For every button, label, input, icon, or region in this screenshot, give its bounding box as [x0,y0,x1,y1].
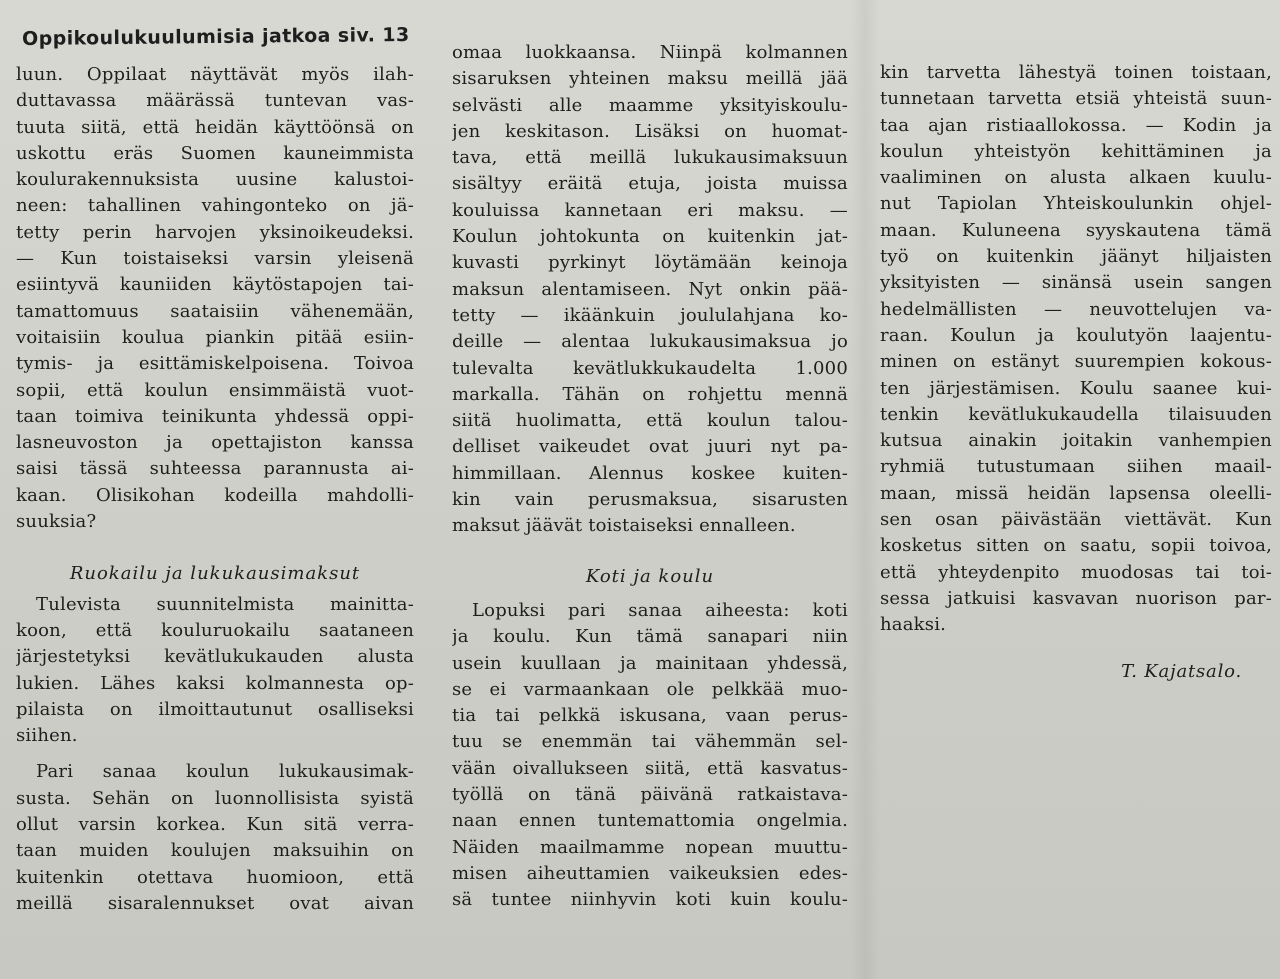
text-line: taan muiden koulujen maksuihin on [16,840,414,862]
text-line: deille — alentaa lukukausimaksua jo [452,331,848,353]
text-line: duttavassa määrässä tuntevan vas- [16,90,414,112]
text-line: susta. Sehän on luonnollisista syistä [16,787,414,809]
author-signature: T. Kajatsalo. [1121,660,1242,682]
text-line: kin tarvetta lähestyä toinen toistaan, [880,62,1272,83]
text-line: markalla. Tähän on rohjettu mennä [452,383,848,405]
text-line: selvästi alle maamme yksityiskoulu- [452,94,848,116]
text-line: tuuta siitä, että heidän käyttöönsä on [16,116,414,138]
column-3 [880,60,1272,685]
text-line: esiintyvä kauniiden käytöstapojen tai- [16,274,414,296]
text-line: koulurakennuksista uusine kalustoi- [16,169,414,191]
text-line: ollut varsin korkea. Kun sitä verra- [16,814,414,836]
text-line: sen osan päivästään viettävät. Kun [880,509,1272,531]
text-line: sessa jatkuisi kasvavan nuorison par- [880,587,1272,609]
text-line: neen: tahallinen vahingonteko on jä- [16,195,414,217]
text-line: pilaista on ilmoittautunut osalliseksi [16,698,414,720]
column-1-para-2 [16,759,414,917]
text-line: jen keskitason. Lisäksi on huomat- [452,120,848,142]
text-line: naan ennen tuntemattomia ongelmia. [452,810,848,832]
text-line: tetty perin harvojen yksinoikeudeksi. [16,221,414,243]
text-line: tia tai pelkkä iskusana, vaan perus- [452,705,848,727]
text-line: haaksi. [880,614,947,636]
column-2-para [452,598,848,914]
text-line: työ on kuitenkin jäänyt hiljaisten [880,246,1272,268]
column-3-text [880,60,1272,639]
text-line: Pari sanaa koulun lukukausimak- [36,761,414,783]
text-line: kaan. Olisikohan kodeilla mahdolli- [16,484,414,506]
text-line: koulun yhteistyön kehittäminen ja [880,140,1272,162]
text-line: tunnetaan tarvetta etsiä yhteistä suun- [880,88,1272,110]
heading-koti-ja-koulu: Koti ja koulu [585,565,715,587]
page-fold-shadow [850,0,880,979]
text-line: ryhmiä tutustumaan siihen maail- [880,456,1272,478]
text-line: delliset vaikeudet ovat juuri nyt pa- [452,436,848,458]
text-line: kuvasti pyrkinyt löytämään keinoja [452,252,848,274]
text-line: vään oivallukseen siitä, että kasvatus- [452,757,848,779]
text-line: misen aiheuttamien vaikeuksien edes- [452,862,848,884]
text-line: tava, että meillä lukukausimaksuun [452,147,848,169]
text-line: sisaruksen yhteinen maksu meillä jää [452,68,848,90]
text-line: kosketus sitten on saatu, sopii toivoa, [880,535,1272,557]
text-line: ja koulu. Kun tämä sanapari niin [452,626,848,648]
text-line: kuitenkin otettava huomioon, että [16,866,414,888]
text-line: taa ajan ristiaallokossa. — Kodin ja [880,114,1272,136]
text-line: Koulun johtokunta on kuitenkin jat- [452,226,848,248]
text-line: järjestetyksi kevätlukukauden alusta [16,646,414,668]
text-line: lukien. Lähes kaksi kolmannesta op- [16,672,414,694]
text-line: yksityisten — sinänsä usein sangen [880,272,1272,294]
text-line: raan. Koulun ja koulutyön laajentu- [880,324,1272,346]
text-line: usein kuullaan ja mainitaan yhdessä, [452,652,848,674]
text-line: kutsua ainakin joitakin vanhempien [880,430,1272,452]
text-line: siihen. [16,725,78,747]
text-line: Tulevista suunnitelmista mainitta- [36,593,414,615]
continuation-title: Oppikoulukuulumisia jatkoa siv. 13 [22,23,410,50]
text-line: uskottu eräs Suomen kauneimmista [16,142,414,164]
column-1-intro [16,62,414,535]
text-line: nut Tapiolan Yhteiskoulunkin ohjel- [880,193,1272,215]
text-line: Näiden maailmamme nopean muuttu- [452,836,848,858]
text-line: kouluissa kannetaan eri maksu. — [452,199,848,221]
text-line: himmillaan. Alennus koskee kuiten- [452,462,848,484]
text-line: maan, missä heidän lapsensa oleelli- [880,482,1272,504]
text-line: että yhteydenpito muodosas tai toi- [880,561,1272,583]
text-line: — Kun toistaiseksi varsin yleisenä [16,248,414,270]
text-line: tamattomuus saataisiin vähenemään, [16,300,414,322]
text-line: maan. Kuluneena syyskautena tämä [880,219,1272,241]
text-line: vaaliminen on alusta alkaen kuulu- [880,167,1272,189]
text-line: tetty — ikäänkuin joululahjana ko- [452,304,848,326]
text-line: suuksia? [16,511,97,533]
text-line: tymis- ja esittämiskelpoisena. Toivoa [16,353,414,375]
text-line: saisi tässä suhteessa parannusta ai- [16,458,414,480]
column-1 [16,62,414,917]
text-line: luun. Oppilaat näyttävät myös ilah- [16,64,414,85]
text-line: ten järjestämisen. Koulu saanee kui- [880,377,1272,399]
text-line: sä tuntee niinhyvin koti kuin koulu- [452,889,848,911]
text-line: maksun alentamiseen. Nyt onkin pää- [452,278,848,300]
text-line: omaa luokkaansa. Niinpä kolmannen [452,42,848,63]
text-line: tulevalta kevätlukkukaudelta 1.000 [452,357,848,379]
text-line: hedelmällisten — neuvottelujen va- [880,298,1272,320]
column-2-intro [452,40,848,540]
text-line: sopii, että koulun ensimmäistä vuot- [16,379,414,401]
text-line: meillä sisaralennukset ovat aivan [16,892,414,914]
text-line: minen on estänyt suurempien kokous- [880,351,1272,373]
text-line: kin vain perusmaksua, sisarusten [452,489,848,511]
text-line: voitaisiin koulua piankin pitää esiin- [16,326,414,348]
text-line: tenkin kevätlukukaudella tilaisuuden [880,403,1272,425]
text-line: tuu se enemmän tai vähemmän sel- [452,731,848,753]
text-line: koon, että kouluruokailu saataneen [16,619,414,641]
text-line: taan toimiva teinikunta yhdessä oppi- [16,405,414,427]
heading-ruokailu: Ruokailu ja lukukausimaksut [69,563,361,585]
text-line: maksut jäävät toistaiseksi ennalleen. [452,515,796,537]
text-line: Lopuksi pari sanaa aiheesta: koti [472,599,848,621]
column-1-para-1 [16,592,414,750]
text-line: se ei varmaankaan ole pelkkää muo- [452,678,848,700]
text-line: lasneuvoston ja opettajiston kanssa [16,432,414,454]
text-line: sisältyy eräitä etuja, joista muissa [452,173,848,195]
text-line: siitä huolimatta, että koulun talou- [452,410,848,432]
text-line: työllä on tänä päivänä ratkaistava- [452,784,848,806]
column-2 [452,40,848,914]
